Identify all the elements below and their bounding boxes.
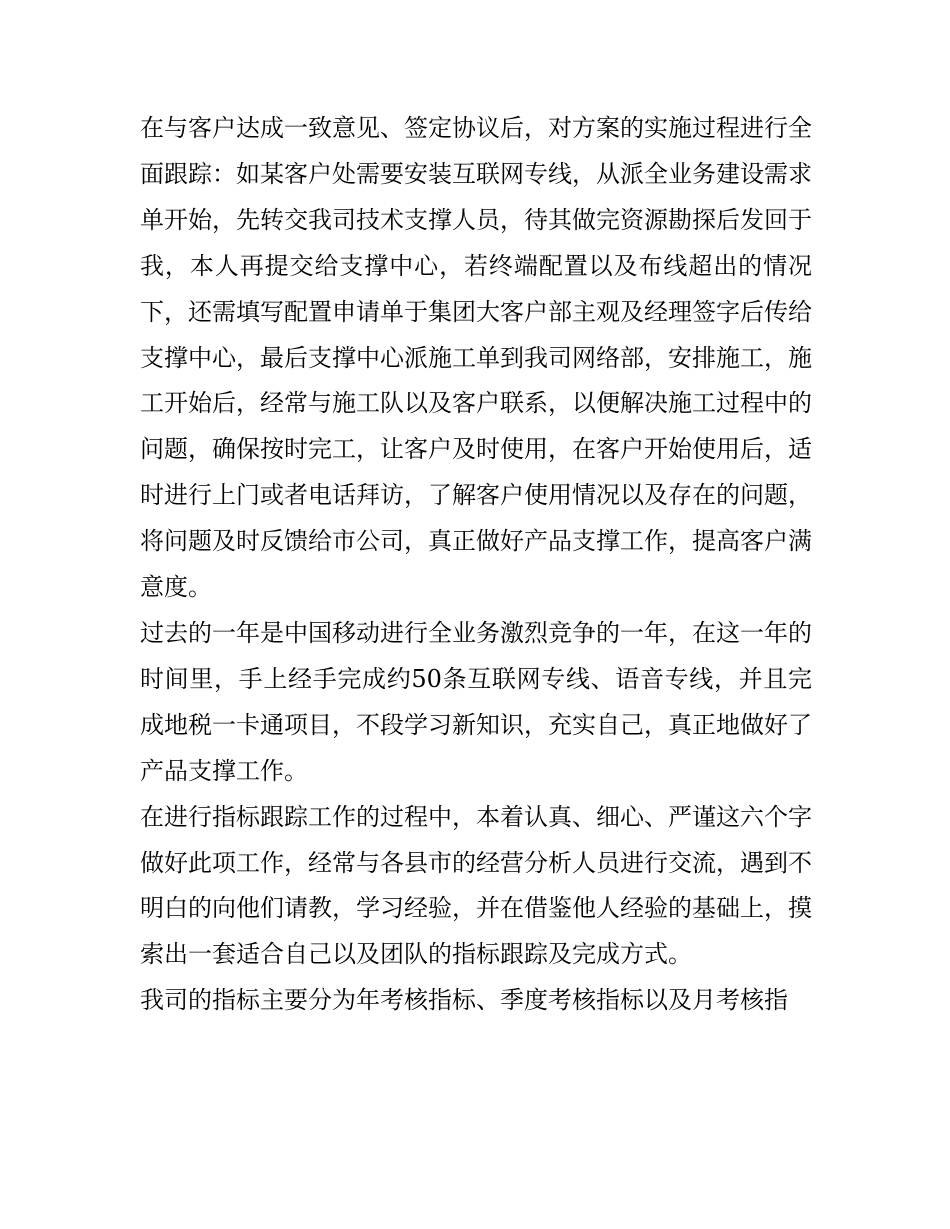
paragraph-year-summary: 过去的一年是中国移动进行全业务激烈竞争的一年，在这一年的时间里，手上经手完成约50条互联网专线、语音专线，并且完成地税一卡通项目，不段学习新知识，充实自己，真正地做好了产品支撑工作。	[140, 618, 812, 785]
paragraph-project-tracking: 在与客户达成一致意见、签定协议后，对方案的实施过程进行全面跟踪：如某客户处需要安装互联网专线，从派全业务建设需求单开始，先转交我司技术支撑人员，待其做完资源勘探后发回于我，本人再提交给支撑中心，若终端配置以及布线超出的情况下，还需填写配置申请单于集团大客户部主观及经理签字后传给支撑中心，最后支撑中心派施工单到我司网络部，安排施工，施工开始后，经常与施工队以及客户联系，以便解决施工过程中的问题，确保按时完工，让客户及时使用，在客户开始使用后，适时进行上门或者电话拜访，了解客户使用情况以及存在的问题，将问题及时反馈给市公司，真正做好产品支撑工作，提高客户满意度。	[140, 114, 812, 602]
document-body	[140, 106, 812, 1024]
paragraph-indicator-tracking: 在进行指标跟踪工作的过程中，本着认真、细心、严谨这六个字做好此项工作，经常与各县市的经营分析人员进行交流，遇到不明白的向他们请教，学习经验，并在借鉴他人经验的基础上，摸索出一套适合自己以及团队的指标跟踪及完成方式。	[140, 802, 812, 969]
paragraph-indicator-types: 我司的指标主要分为年考核指标、季度考核指标以及月考核指	[140, 986, 788, 1015]
